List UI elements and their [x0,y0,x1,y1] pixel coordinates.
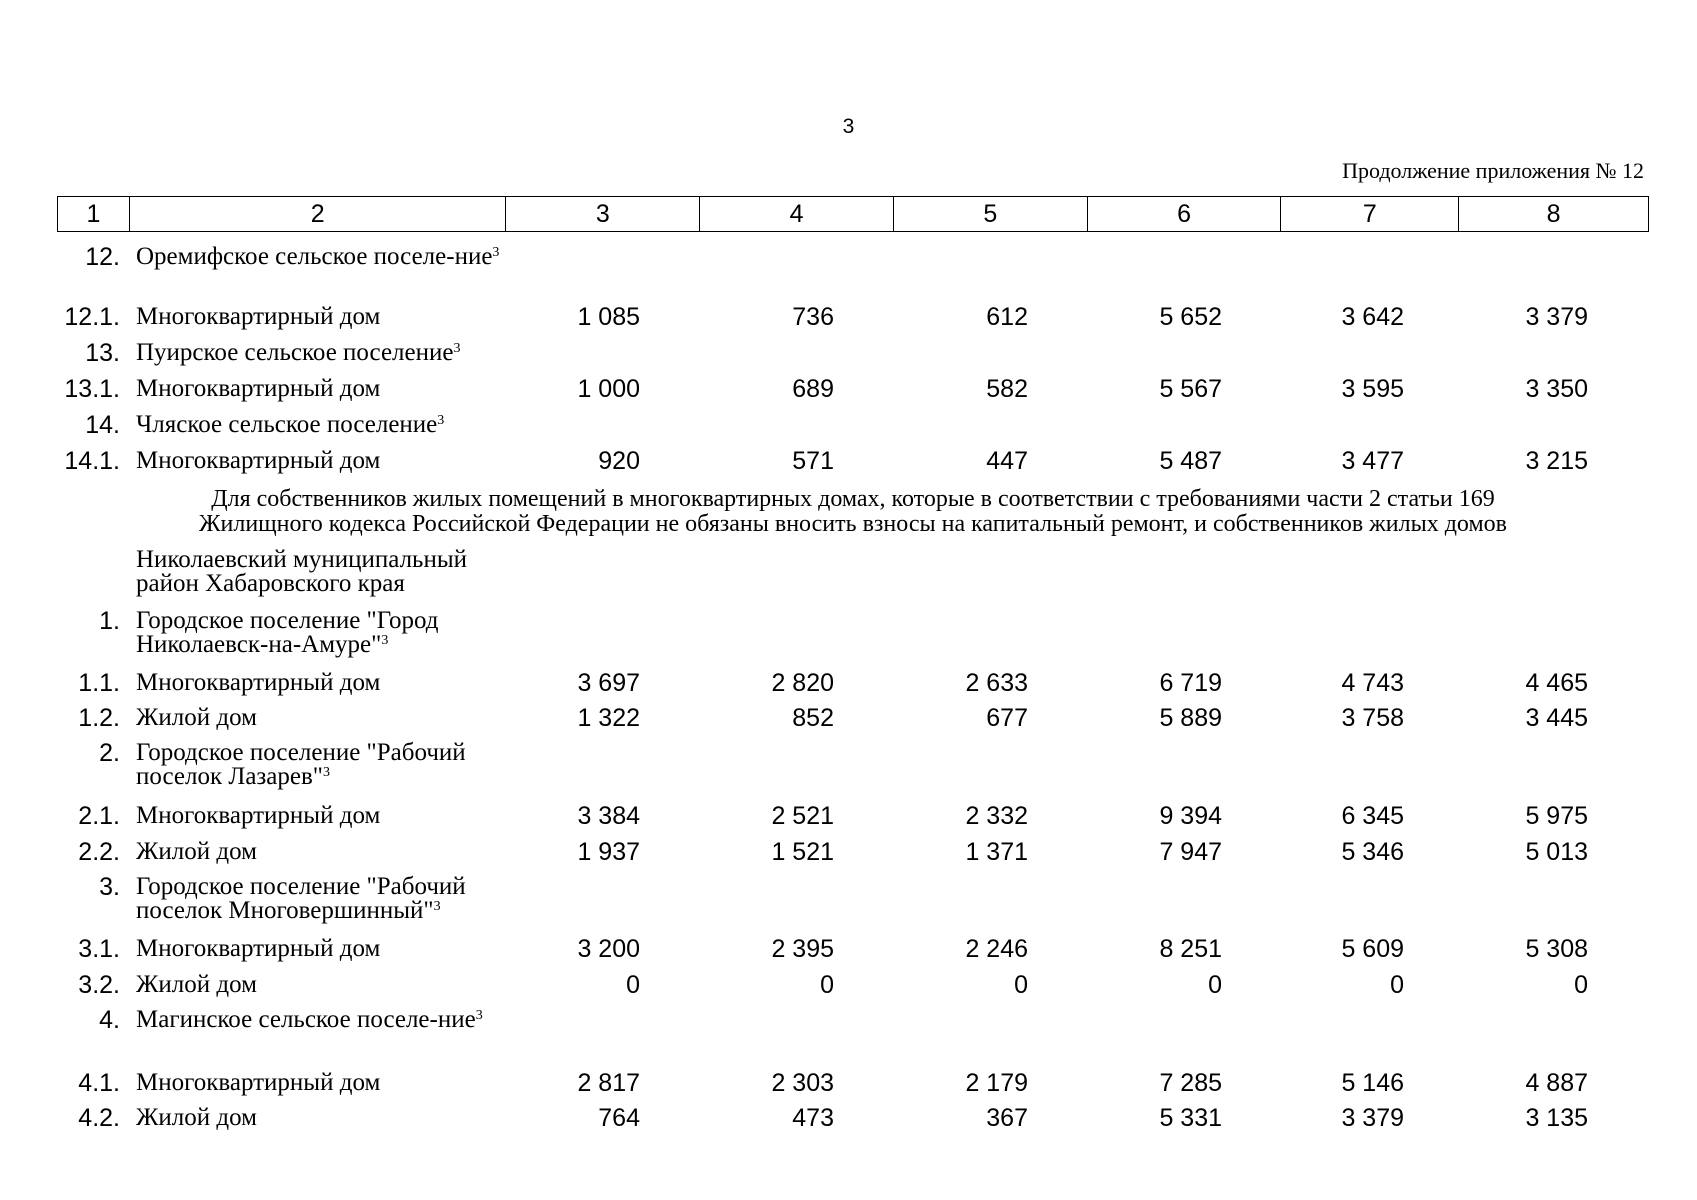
footnote-mark: 3 [475,1008,483,1023]
row-number: 14.1. [64,447,120,475]
row-name [136,305,526,329]
value-cell: 3 758 [1341,704,1404,732]
value-cell: 0 [1390,971,1404,999]
header-cell: 1 [58,197,130,231]
footnote-mark: 3 [381,633,389,648]
row-name-text: Оремифское сельское поселе-ние [136,243,493,270]
section-note-line: Для собственников жилых помещений в многоквартирных домах, которые в соответствии с требованиями части 2 статьи 169 [211,486,1495,512]
row-name-text: Городское поселение "Город Николаевск-на-Амуре" [136,607,439,658]
value-cell: 4 465 [1525,669,1588,697]
value-cell: 3 200 [577,935,640,963]
row-name [136,706,526,730]
row-name [136,741,526,789]
value-cell: 1 371 [965,838,1028,866]
value-cell: 2 179 [965,1069,1028,1097]
value-cell: 852 [792,704,834,732]
row-name [136,609,526,657]
value-cell: 9 394 [1159,802,1222,830]
row-name [136,1071,526,1095]
value-cell: 2 303 [771,1069,834,1097]
row-number: 1.1. [78,669,120,697]
row-name-text: Жилой дом [136,1104,257,1131]
row-number: 2. [99,739,120,767]
value-cell: 0 [820,971,834,999]
value-cell: 5 308 [1525,935,1588,963]
row-number: 13.1. [64,375,120,403]
value-cell: 6 719 [1159,669,1222,697]
row-name-text: Городское поселение "Рабочий поселок Лазарев" [136,739,466,790]
row-name [136,377,526,401]
row-name [136,1106,526,1130]
row-number: 1. [99,607,120,635]
row-name-text: Жилой дом [136,704,257,731]
row-name-text: Многоквартирный дом [136,447,381,474]
value-cell: 2 521 [771,802,834,830]
value-cell: 1 085 [577,303,640,331]
header-cell: 2 [130,197,507,231]
value-cell: 5 346 [1341,838,1404,866]
value-cell: 764 [598,1104,640,1132]
row-name-text: Многоквартирный дом [136,1069,381,1096]
row-number: 3. [99,873,120,901]
value-cell: 4 743 [1341,669,1404,697]
row-number: 3.1. [78,935,120,963]
value-cell: 5 013 [1525,838,1588,866]
footnote-mark: 3 [437,413,445,428]
value-cell: 3 445 [1525,704,1588,732]
value-cell: 5 652 [1159,303,1222,331]
row-name-text: Магинское сельское поселе-ние [136,1006,476,1033]
value-cell: 0 [1208,971,1222,999]
row-name-text: Жилой дом [136,838,257,865]
continuation-label: Продолжение приложения № 12 [1342,158,1644,183]
row-number: 14. [85,411,120,439]
row-name-text: Чляское сельское поселение [136,411,438,438]
header-cell: 7 [1281,197,1459,231]
value-cell: 677 [986,704,1028,732]
row-name [136,937,526,961]
value-cell: 736 [792,303,834,331]
row-number: 4. [99,1006,120,1034]
section-note-line: Жилищного кодекса Российской Федерации не обязаны вносить взносы на капитальный ремонт, и собственников жилых домов [199,511,1507,537]
value-cell: 2 633 [965,669,1028,697]
value-cell: 7 947 [1159,838,1222,866]
value-cell: 8 251 [1159,935,1222,963]
value-cell: 582 [986,375,1028,403]
header-cell: 3 [506,197,700,231]
row-name [136,341,526,365]
row-name-text: Жилой дом [136,971,257,998]
value-cell: 5 146 [1341,1069,1404,1097]
value-cell: 571 [792,447,834,475]
page-number: 3 [842,115,855,138]
value-cell: 1 322 [577,704,640,732]
value-cell: 7 285 [1159,1069,1222,1097]
row-number: 13. [85,339,120,367]
value-cell: 367 [986,1104,1028,1132]
footnote-mark: 3 [433,899,441,914]
row-number: 4.1. [78,1069,120,1097]
value-cell: 4 887 [1525,1069,1588,1097]
row-name [136,548,526,596]
value-cell: 5 487 [1159,447,1222,475]
value-cell: 920 [598,447,640,475]
row-number: 2.1. [78,802,120,830]
row-name [136,449,526,473]
row-name [136,1008,526,1032]
value-cell: 1 937 [577,838,640,866]
value-cell: 2 817 [577,1069,640,1097]
value-cell: 3 379 [1341,1104,1404,1132]
row-number: 3.2. [78,971,120,999]
row-number: 12. [85,243,120,271]
value-cell: 3 135 [1525,1104,1588,1132]
value-cell: 1 521 [771,838,834,866]
row-name-text: Николаевский муниципальный район Хабаровского края [136,546,468,597]
value-cell: 3 379 [1525,303,1588,331]
row-name-text: Многоквартирный дом [136,669,381,696]
row-name [136,804,526,828]
value-cell: 2 332 [965,802,1028,830]
value-cell: 2 246 [965,935,1028,963]
row-name-text: Многоквартирный дом [136,935,381,962]
row-name [136,671,526,695]
value-cell: 3 477 [1341,447,1404,475]
value-cell: 0 [626,971,640,999]
value-cell: 473 [792,1104,834,1132]
value-cell: 3 350 [1525,375,1588,403]
value-cell: 3 642 [1341,303,1404,331]
value-cell: 689 [792,375,834,403]
value-cell: 2 820 [771,669,834,697]
header-cell: 4 [700,197,894,231]
footnote-mark: 3 [453,341,461,356]
table-body [57,0,1649,1200]
value-cell: 447 [986,447,1028,475]
value-cell: 1 000 [577,375,640,403]
row-name [136,245,526,269]
row-name [136,840,526,864]
row-name-text: Городское поселение "Рабочий поселок Многовершинный" [136,873,466,924]
value-cell: 2 395 [771,935,834,963]
footnote-mark: 3 [323,765,330,780]
header-cell: 8 [1546,200,1561,228]
value-cell: 5 331 [1159,1104,1222,1132]
value-cell: 6 345 [1341,802,1404,830]
row-name [136,973,526,997]
value-cell: 0 [1574,971,1588,999]
row-number: 1.2. [78,704,120,732]
row-number: 4.2. [78,1104,120,1132]
footnote-mark: 3 [492,245,500,260]
value-cell: 5 975 [1525,802,1588,830]
row-number: 2.2. [78,838,120,866]
row-name-text: Многоквартирный дом [136,303,381,330]
row-name-text: Многоквартирный дом [136,375,381,402]
value-cell: 0 [1014,971,1028,999]
value-cell: 3 595 [1341,375,1404,403]
value-cell: 3 384 [577,802,640,830]
value-cell: 3 215 [1525,447,1588,475]
row-name-text: Многоквартирный дом [136,802,381,829]
value-cell: 3 697 [577,669,640,697]
header-cell: 5 [894,197,1088,231]
row-name [136,413,526,437]
header-cell: 6 [1088,197,1282,231]
value-cell: 5 609 [1341,935,1404,963]
row-number: 12.1. [64,303,120,331]
value-cell: 5 567 [1159,375,1222,403]
row-name [136,875,526,923]
value-cell: 5 889 [1159,704,1222,732]
row-name-text: Пуирское сельское поселение [136,339,454,366]
value-cell: 612 [986,303,1028,331]
